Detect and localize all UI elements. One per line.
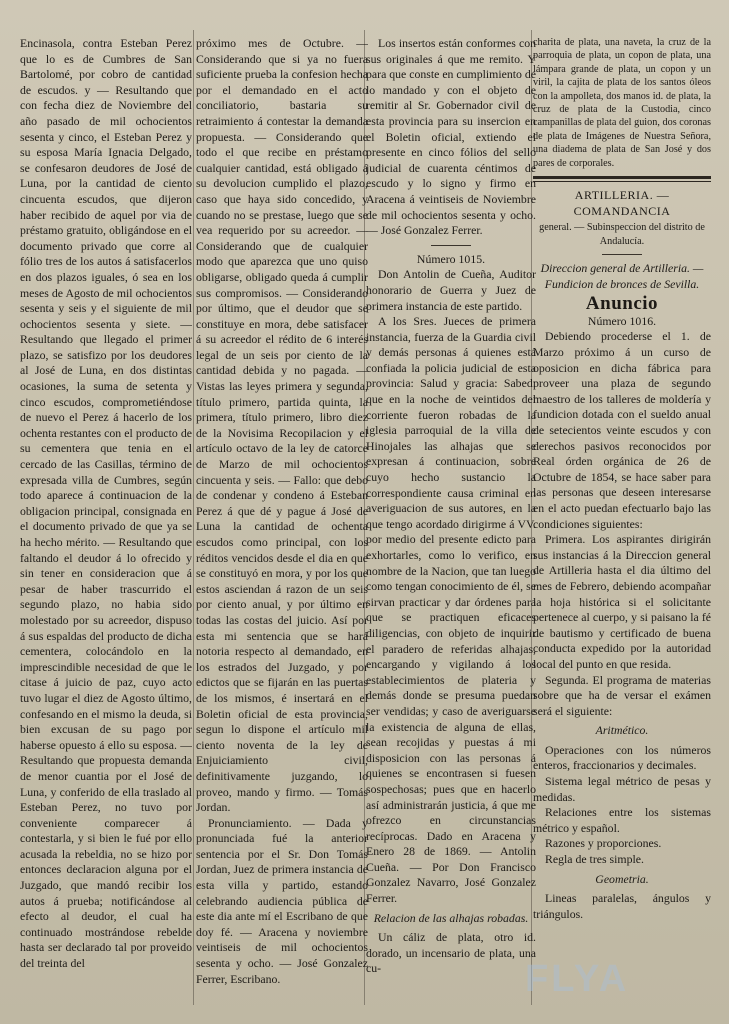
- stolen-items-heading: Relacion de las alhajas robadas.: [373, 910, 529, 925]
- program-item: Operaciones con los números enteros, fraccionarios y decimales.: [533, 742, 711, 773]
- aritmetico-heading: Aritmético.: [595, 723, 649, 738]
- certification-text: Los insertos están conformes con sus originales á que me remito. Y para que conste en cumplimiento de lo mandado y con el objeto de remitir al Sr. Gobernador civil de esta provincia para su insercion en el Boletin oficial, extiendo el presente en cinco fólios del sello judicial de cuarenta céntimos de escudo y lo signo y firmo en Aracena á veintiseis de Noviembre de mil ochocientos sesenta y ocho. — José Gonzalez Ferrer.: [366, 36, 536, 238]
- section-rule-thin: [533, 181, 711, 182]
- pronunciamiento-text: Pronunciamiento. — Dada y pronunciada fué la anterior sentencia por el Sr. Don Tomás Jordan, Juez de primera instancia de esta villa y partido, estando celebrando audiencia pública de este dia ante mí el Escribano de que doy fé. — Aracena y noviembre veintiseis de mil ochocientos sesenta y ocho. — José Gonzalez Ferrer, Escribano.: [196, 815, 368, 986]
- program-item: Razones y proporciones.: [545, 836, 662, 851]
- program-item: Relaciones entre los sistemas métrico y español.: [533, 805, 711, 835]
- column-3: [366, 36, 536, 1011]
- condition-primera: Primera. Los aspirantes dirigirán sus instancias á la Direccion general de Artilleria hasta el dia último del mes de Febrero, debiendo acompañar la hoja histórica si el solicitante pertenece al cuerpo, y si paisano la fé de bautismo y certificado de buena conducta expedido por la autoridad local del punto en que resida.: [533, 532, 711, 671]
- section-rule-thick: [533, 176, 711, 179]
- direccion-heading: Direccion general de Artilleria. — Fundicion de bronces de Sevilla.: [540, 261, 704, 291]
- court-ruling-text: Encinasola, contra Esteban Perez que lo es de Cumbres de San Bartolomé, por cobro de cantidad de escudos. y — Resultando que con fecha diez de Noviembre del año pasado de mil ochocientos sesenta y cinco, el Esteban Perez y su esposa María Ignacia Delgado, se confesaron deudores de José de Luna, por la cantidad de ciento cincuenta escudos, que dijeron haber recibido de aquel por via de préstamo gratuito, obligándose en el documento privado que corre al fólio tres de los autos á satisfacerlos en dos plazos iguales, ó sea en los meses de Agosto de mil ochocientos sesenta y seis y el siguiente de mil ochocientos sesenta y siete. — Resultando que llegado el primer plazo, se satisfizo por los deudores al José de Luna, en dos distintas ocasiones, la suma de setenta y cinco escudos, comprometiéndose de nuevo el Perez á hacerlo de los ochenta restantes con el producto de su cementera que tenia en el cercado de las Casillas, término de expresada villa de Cumbres, según todo aparece á continuacion de la obligacion principal, consignada en el documento privado de que ya se ha hecho mérito. — Resultando que faltando el deudor á lo ofrecido y sin tener en consideracion que á pesar de haber trascurrido el segundo plazo, no habia sido molestado por su acreedor, dispuso á sus espaldas del producto de dicha cementera, colocándolo en la imprescindible necesidad de que le citase á juicio de paz, cuyo acto tuvo lugar el diez de Agosto último, confesando en el mismo la deuda, si bien excusan de su pago por haberse opuesto á ello su esposa. — Resultando que propuesta demanda de menor cuantia por el José de Luna, y conferido de ella traslado al Esteban Perez, no tuvo por conveniente comparecer á contestarla, y si bien le fué por ello acusada la rebeldia, no se hizo por entonces declaracion alguna por el Juzgado, que mandó recibir los autos á prueba; notificándose al efecto al deudor, el cual ha continuado mostrándose rebelde hasta ser declarado tal por proveido del treinta del: [20, 36, 192, 971]
- court-ruling-continuation: próximo mes de Octubre. — Considerando que si ya no fuera suficiente prueba la confesion hecha por el demandado en el acto conciliatorio, bastaria su retraimiento á contestar la demanda propuesta. — Considerando que todo el que recibe en préstamo cualquier cantidad, está obligado á su devolucion cumplido el plazo, caso que haya sido concedido, y cuando no se prestase, luego que se vea requerido por su acreedor. — Considerando que de cualquier modo que aparezca que uno quiso obligarse, obligado queda á cumplir sus compromisos. — Considerando por último, que el deudor que se constituye en mora, debe satisfacer á su acreedor el rédito de 6 interés legal de un seis por ciento de la cantidad debida y no pagada. — Vistas las leyes primera y segunda, título primero, partida quinta, la primera, título primero, libro diez de la Novisima Recopilacion y el artículo octavo de la ley de catorce de Marzo de mil ochocientos cincuenta y seis. — Fallo: que debo de condenar y condeno á Esteban Perez á que dé y pague á José de Luna la cantidad de ochenta escudos como principal, con los réditos vencidos desde el dia en que se constituyó en mora, y por los que estos asciendan á razon de un seis por ciento anual, y por último en todas las costas del juicio. Así por esta mi sentencia que se hará notoria respecto al demandado, en los estrados del Juzgado, y por edictos que se fijarán en las puertas de los mismos, é insertará en el Boletin oficial de esta provincia, segun lo dispone el artículo mil ciento noventa de la ley de Enjuiciamiento civil, definitivamente juzgando, lo proveo, mando y firmo. — Tomás Jordan.: [196, 36, 368, 815]
- watermark: FLYA: [525, 958, 630, 1000]
- artilleria-subheading: general. — Subinspeccion del distrito de Andalucía.: [539, 222, 705, 247]
- anuncio-body: Debiendo procederse el 1. de Marzo próximo á un curso de oposicion en dicha fábrica para proveer una plaza de segundo maestro de los talleres de moldería y fundicion dotada con el sueldo anual de setecientos veinte escudos y con derechos pasivos reconocidos por Real órden orgánica de 26 de Octubre de 1854, se hace saber para las personas que deseen interesarse en el acto puedan efectuarlo bajo las condiciones siguientes:: [533, 329, 711, 531]
- program-item: Sistema legal métrico de pesas y medidas.: [533, 774, 711, 804]
- condition-segunda: Segunda. El programa de materias sobre que ha de versar el exámen será el siguiente:: [533, 672, 711, 718]
- column-2: [196, 36, 368, 986]
- notice-body: A los Sres. Jueces de primera instancia, fuerza de la Guardia civil y demás personas á quienes está confiada la policia judicial de esta provincia: Salud y gracia: Sabed: que en la noche de veintidos del corriente fueron robadas de la iglesia parroquial de la villa de Hinojales las alhajas que se expresan á continuacion, sobre cuyo hecho sustancio la correspondiente causa criminal en averiguacion de sus autores, en la que tengo acordado dirigirme á VV. por medio del presente edicto para exhortarles, como lo verifico, en nombre de la Nacion, que tan luego como tengan conocimiento de él, se sirvan practicar y dar órdenes para que se practiquen eficaces diligencias, con objeto de inquirir el paradero de referidas alhajas, encargando y vigilando á los establecimientos de plateria y demás donde se presuma puedan ser vendidas; y caso de averiguarse la existencia de alguna de ellas, sean recojidas y puestas á mi disposicion con las personas á quienes se encontrasen si fuesen sospechosas; pues que en hacerlo así administrarán justicia, á que me ofrezco en circunstancias recíprocas. Dado en Aracena y Enero 28 de 1869. — Antolin Cueña. — Por Don Francisco Gonzalez Navarro, José Gonzalez Ferrer.: [366, 314, 536, 906]
- notice-number: Número 1015.: [416, 251, 486, 266]
- notice-number: Número 1016.: [587, 313, 657, 328]
- program-item: Lineas paralelas, ángulos y triángulos.: [533, 891, 711, 921]
- geometria-heading: Geometria.: [595, 871, 649, 886]
- artilleria-heading: ARTILLERIA. — COMANDANCIA: [573, 188, 671, 218]
- separator-rule: [431, 245, 471, 246]
- program-item: Regla de tres simple.: [545, 852, 644, 867]
- separator-rule: [602, 254, 642, 255]
- column-1: [20, 36, 192, 1011]
- anuncio-title: Anuncio: [585, 293, 659, 315]
- stolen-items-continuation: charita de plata, una naveta, la cruz de la parroquia de plata, un copon de plata, una lámpara grande de plata, un copon y un viril, la cajita de plata de los santos óleos con la ampolleta, dos manos id. de plata, la cruz de plata de la Custodia, cinco campanillas de plata del guion, dos coronas de plata de Imágenes de Nuestra Señora, una diadema de plata de San José y dos pares de corporales.: [533, 37, 711, 169]
- notice-intro: Don Antolin de Cueña, Auditor honorario de Guerra y Juez de primera instancia de este partido.: [366, 267, 536, 313]
- stolen-items-text: Un cáliz de plata, otro id. dorado, un incensario de plata, una cu-: [366, 930, 536, 976]
- column-divider: [193, 30, 194, 1005]
- column-4: [533, 36, 711, 1011]
